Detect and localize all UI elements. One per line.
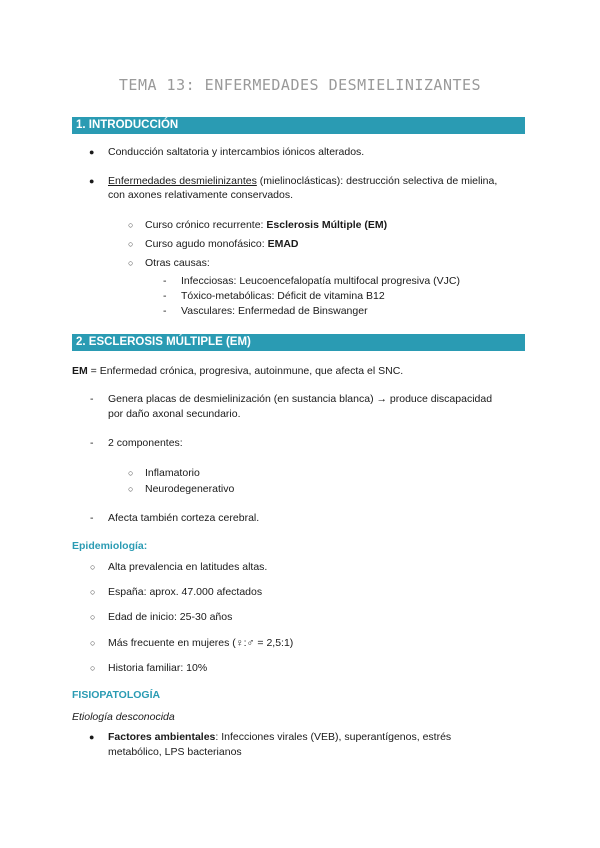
circle-bullet-icon: ○ [90, 612, 96, 622]
etiologia-text: Etiología desconocida [72, 711, 175, 723]
em-point-2: 2 componentes: [108, 437, 183, 449]
intro-sub-item-1 [145, 218, 387, 232]
sub-item-text: Curso crónico recurrente: [145, 219, 267, 231]
intro-bullet-2-line2: con axones relativamente conservados. [108, 189, 294, 201]
dash-bullet-icon: - [90, 437, 94, 449]
sub-item-bold: EMAD [267, 238, 299, 250]
factores-term: Factores ambientales [108, 731, 216, 743]
dash-bullet-icon: - [90, 393, 94, 405]
epi-item-3: Edad de inicio: 25-30 años [108, 611, 233, 623]
section-heading-esclerosis: 2. ESCLEROSIS MÚLTIPLE (EM) [72, 334, 525, 351]
intro-sub-item-3: Otras causas: [145, 257, 210, 269]
bullet-text: (mielinoclásticas): destrucción selectiva de mielina, [256, 175, 498, 187]
em-point-1-line1: Genera placas de desmielinización (en sustancia blanca) → produce discapacidad [108, 393, 493, 405]
intro-cause-1: Infecciosas: Leucoencefalopatía multifocal progresiva (VJC) [181, 275, 460, 287]
epi-item-1: Alta prevalencia en latitudes altas. [108, 561, 268, 573]
intro-bullet-2-line1 [108, 174, 497, 188]
sub-item-bold: Esclerosis Múltiple (EM) [266, 219, 388, 231]
em-point-3: Afecta también corteza cerebral. [108, 512, 260, 524]
component-1: Inflamatorio [145, 467, 200, 479]
factores-text: : Infecciones virales (VEB), superantígenos, estrés [215, 731, 452, 743]
dash-bullet-icon: - [163, 275, 167, 287]
sub-item-text: Curso agudo monofásico: [145, 238, 268, 250]
intro-sub-item-2 [145, 237, 299, 251]
circle-bullet-icon: ○ [128, 484, 134, 494]
epi-item-2: España: aprox. 47.000 afectados [108, 586, 263, 598]
circle-bullet-icon: ○ [128, 258, 134, 268]
intro-cause-2: Tóxico-metabólicas: Déficit de vitamina B12 [181, 290, 385, 302]
epi-item-4: Más frecuente en mujeres (♀:♂ = 2,5:1) [108, 637, 294, 649]
fisiopatologia-heading: FISIOPATOLOGÍA [72, 689, 161, 701]
circle-bullet-icon: ○ [90, 587, 96, 597]
dash-bullet-icon: - [90, 512, 94, 524]
page-title: TEMA 13: ENFERMEDADES DESMIELINIZANTES [118, 76, 482, 94]
definition-term: EM [72, 365, 88, 377]
component-2: Neurodegenerativo [145, 483, 235, 495]
circle-bullet-icon: ○ [90, 663, 96, 673]
underlined-term: Enfermedades desmielinizantes [108, 175, 257, 187]
bullet-icon: ● [89, 176, 95, 186]
circle-bullet-icon: ○ [90, 562, 96, 572]
factores-ambientales-line2: metabólico, LPS bacterianos [108, 746, 242, 758]
intro-cause-3: Vasculares: Enfermedad de Binswanger [181, 305, 368, 317]
section-heading-introduccion: 1. INTRODUCCIÓN [72, 117, 525, 134]
em-point-1-line2: por daño axonal secundario. [108, 408, 241, 420]
dash-bullet-icon: - [163, 305, 167, 317]
em-definition [72, 364, 403, 378]
definition-text: = Enfermedad crónica, progresiva, autoinmune, que afecta el SNC. [87, 365, 404, 377]
bullet-icon: ● [89, 732, 95, 742]
circle-bullet-icon: ○ [128, 468, 134, 478]
dash-bullet-icon: - [163, 290, 167, 302]
circle-bullet-icon: ○ [128, 220, 134, 230]
circle-bullet-icon: ○ [90, 638, 96, 648]
circle-bullet-icon: ○ [128, 239, 134, 249]
bullet-icon: ● [89, 147, 95, 157]
epi-item-5: Historia familiar: 10% [108, 662, 208, 674]
factores-ambientales-line1 [108, 730, 451, 744]
intro-bullet-1: Conducción saltatoria y intercambios iónicos alterados. [108, 146, 365, 158]
epidemiologia-heading: Epidemiología: [72, 540, 148, 552]
